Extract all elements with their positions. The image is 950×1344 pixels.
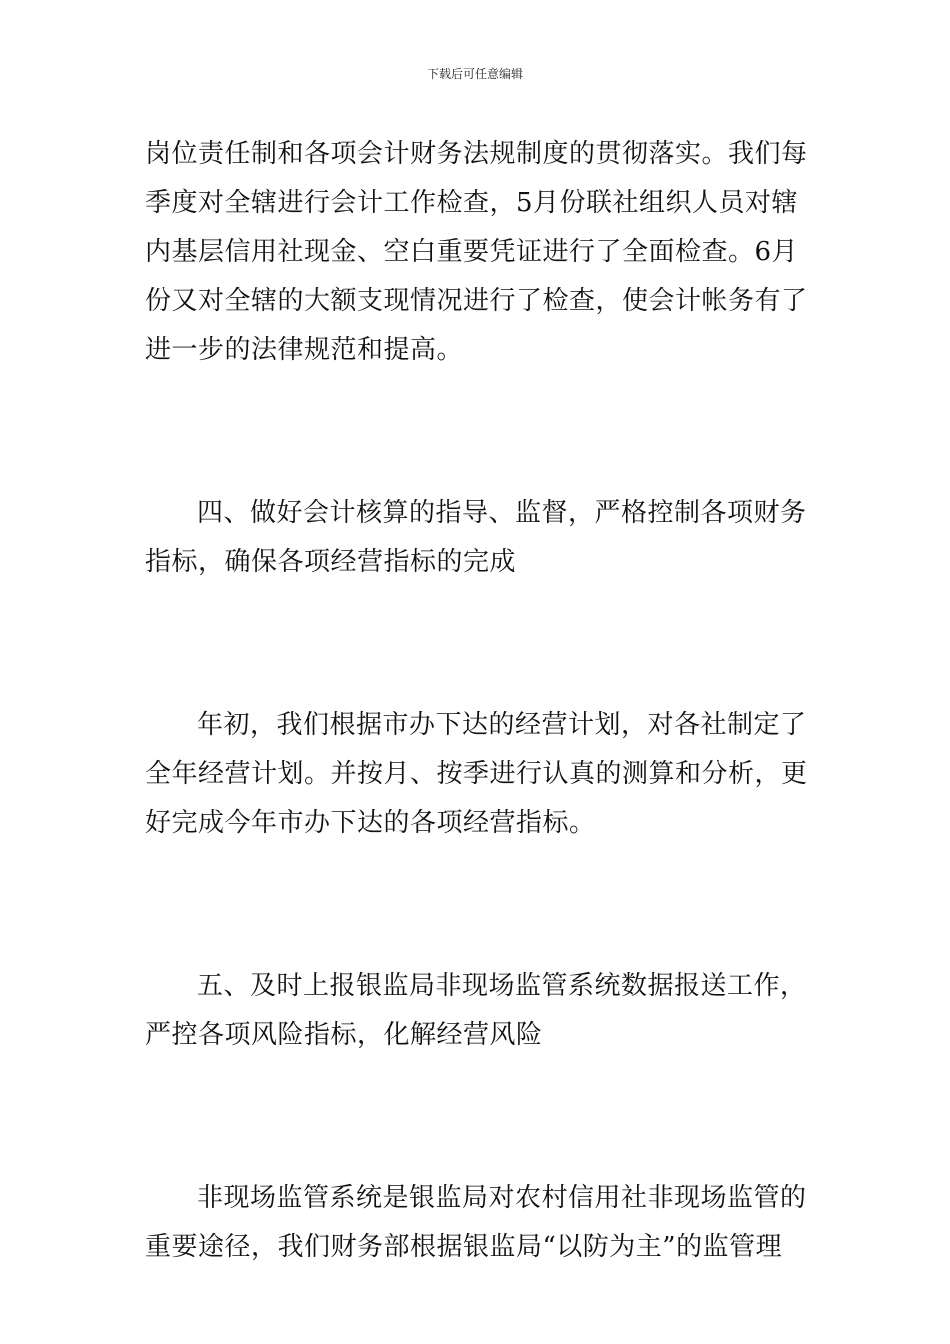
paragraph-spacer (145, 375, 810, 489)
section-heading: 五、及时上报银监局非现场监管系统数据报送工作，严控各项风险指标，化解经营风险 (145, 971, 807, 1050)
page-header-note: 下载后可任意编辑 (426, 67, 523, 81)
paragraph-spacer (145, 1060, 810, 1174)
paragraph-spacer (145, 587, 810, 701)
paragraph-body: 非现场监管系统是银监局对农村信用社非现场监管的重要途径，我们财务部根据银监局“以防为主”的监管理 (145, 1183, 807, 1262)
document-body (145, 130, 810, 1272)
paragraph-body: 岗位责任制和各项会计财务法规制度的贯彻落实。我们每季度对全辖进行会计工作检查，5月份联社组织人员对辖内基层信用社现金、空白重要凭证进行了全面检查。6月份又对全辖的大额支现情况进行了检查，使会计帐务有了进一步的法律规范和提高。 (145, 139, 808, 365)
paragraph-body: 年初，我们根据市办下达的经营计划，对各社制定了全年经营计划。并按月、按季进行认真的测算和分析，更好完成今年市办下达的各项经营指标。 (145, 710, 808, 838)
section-heading: 四、做好会计核算的指导、监督，严格控制各项财务指标，确保各项经营指标的完成 (145, 498, 807, 577)
paragraph-spacer (145, 848, 810, 962)
